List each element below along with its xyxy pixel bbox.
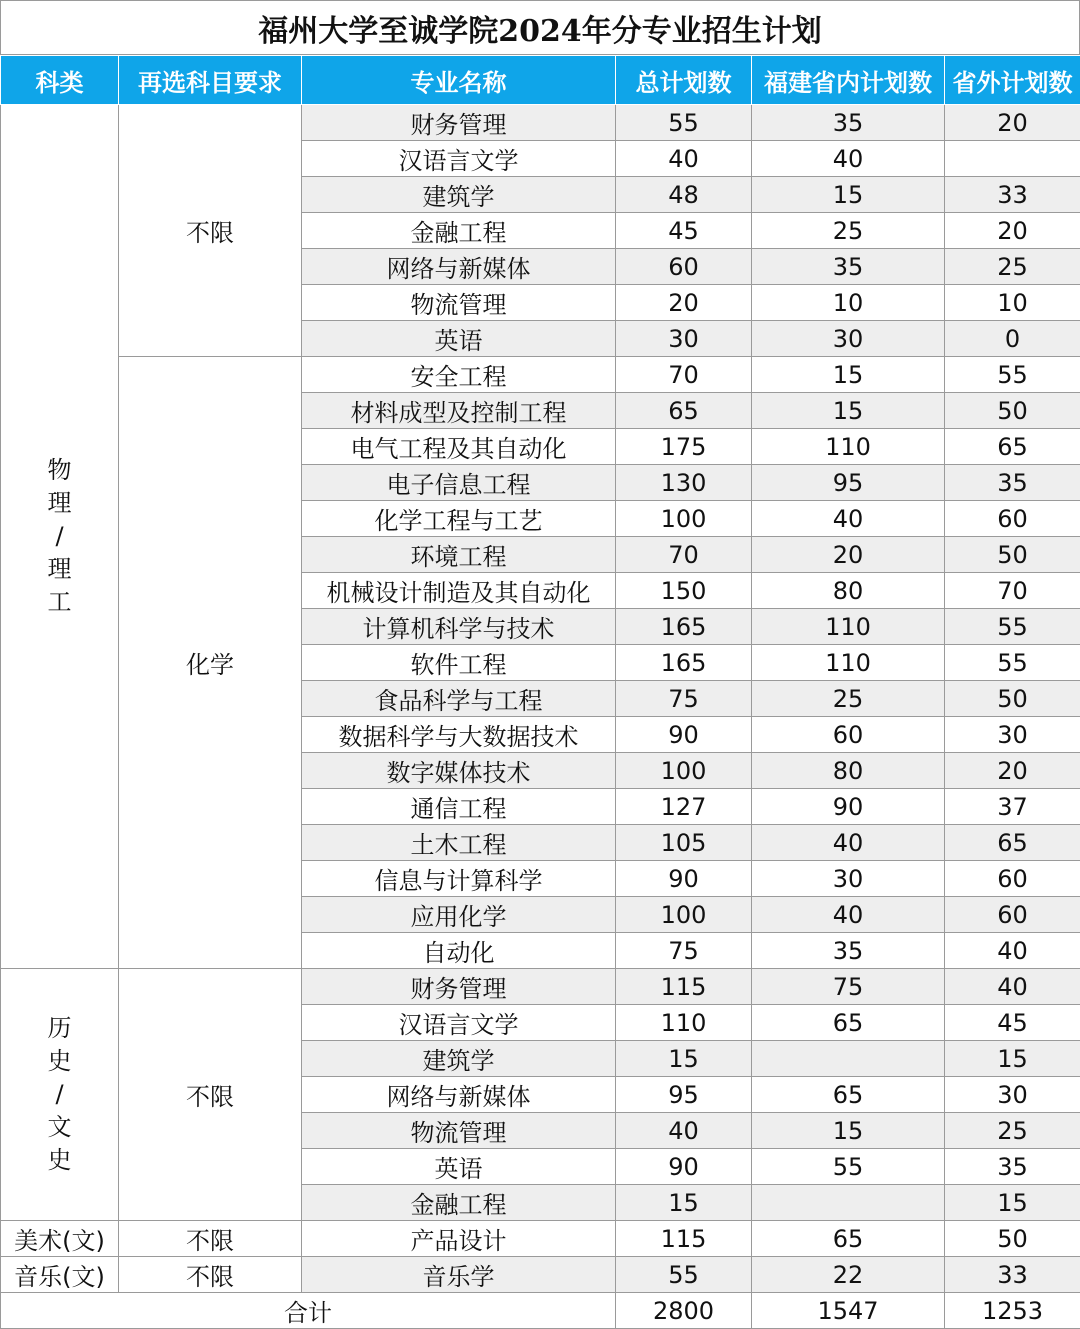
major-name-cell: 机械设计制造及其自动化: [302, 573, 616, 609]
major-name-cell: 汉语言文学: [302, 1005, 616, 1041]
out-province-plan-cell: 70: [945, 573, 1080, 609]
in-province-plan-cell: 20: [752, 537, 945, 573]
header-major-name: 专业名称: [302, 56, 616, 105]
total-plan-cell: 60: [616, 249, 752, 285]
major-name-cell: 数据科学与大数据技术: [302, 717, 616, 753]
in-province-plan-cell: 15: [752, 357, 945, 393]
page-title: 福州大学至诚学院2024年分专业招生计划: [0, 0, 1080, 55]
in-province-plan-cell: 60: [752, 717, 945, 753]
total-plan-cell: 130: [616, 465, 752, 501]
out-province-plan-cell: 60: [945, 501, 1080, 537]
category-char: 文: [1, 1111, 118, 1144]
major-name-cell: 软件工程: [302, 645, 616, 681]
major-name-cell: 建筑学: [302, 1041, 616, 1077]
category-char: 工: [1, 586, 118, 619]
header-category: 科类: [1, 56, 119, 105]
major-name-cell: 电子信息工程: [302, 465, 616, 501]
total-row: [1, 1293, 1080, 1329]
in-province-plan-cell: 35: [752, 105, 945, 141]
major-name-cell: 安全工程: [302, 357, 616, 393]
out-province-plan-cell: 50: [945, 393, 1080, 429]
category-char: 历: [1, 1012, 118, 1045]
out-province-plan-cell: [945, 141, 1080, 177]
out-province-plan-cell: 55: [945, 645, 1080, 681]
category-char: 理: [1, 487, 118, 520]
enrollment-table: [0, 55, 1080, 1329]
out-province-plan-cell: 10: [945, 285, 1080, 321]
total-plan-cell: 30: [616, 321, 752, 357]
total-plan-cell: 75: [616, 933, 752, 969]
total-plan-cell: 110: [616, 1005, 752, 1041]
table-row: [1, 357, 1080, 393]
category-char: 物: [1, 454, 118, 487]
major-name-cell: 计算机科学与技术: [302, 609, 616, 645]
in-province-plan-cell: 15: [752, 1113, 945, 1149]
out-province-plan-cell: 50: [945, 681, 1080, 717]
in-province-plan-cell: 30: [752, 321, 945, 357]
out-province-plan-cell: 0: [945, 321, 1080, 357]
table-row: [1, 969, 1080, 1005]
major-name-cell: 音乐学: [302, 1257, 616, 1293]
category-char: /: [1, 1078, 118, 1111]
total-plan-sum: 2800: [616, 1293, 752, 1329]
out-province-plan-sum: 1253: [945, 1293, 1080, 1329]
total-plan-cell: 175: [616, 429, 752, 465]
major-name-cell: 材料成型及控制工程: [302, 393, 616, 429]
in-province-plan-cell: 95: [752, 465, 945, 501]
out-province-plan-cell: 33: [945, 1257, 1080, 1293]
total-plan-cell: 90: [616, 717, 752, 753]
major-name-cell: 自动化: [302, 933, 616, 969]
major-name-cell: 金融工程: [302, 1185, 616, 1221]
category-char: 史: [1, 1144, 118, 1177]
total-plan-cell: 48: [616, 177, 752, 213]
out-province-plan-cell: 15: [945, 1041, 1080, 1077]
in-province-plan-cell: 35: [752, 933, 945, 969]
major-name-cell: 信息与计算科学: [302, 861, 616, 897]
total-plan-cell: 100: [616, 897, 752, 933]
major-name-cell: 财务管理: [302, 105, 616, 141]
in-province-plan-cell: 110: [752, 645, 945, 681]
major-name-cell: 电气工程及其自动化: [302, 429, 616, 465]
major-name-cell: 环境工程: [302, 537, 616, 573]
in-province-plan-cell: 65: [752, 1221, 945, 1257]
in-province-plan-cell: 30: [752, 861, 945, 897]
category-cell: [1, 1257, 119, 1293]
in-province-plan-cell: 55: [752, 1149, 945, 1185]
in-province-plan-cell: [752, 1041, 945, 1077]
total-plan-cell: 90: [616, 1149, 752, 1185]
major-name-cell: 产品设计: [302, 1221, 616, 1257]
major-name-cell: 化学工程与工艺: [302, 501, 616, 537]
total-plan-cell: 100: [616, 753, 752, 789]
total-plan-cell: 127: [616, 789, 752, 825]
table-body: [1, 105, 1080, 1329]
major-name-cell: 食品科学与工程: [302, 681, 616, 717]
major-name-cell: 物流管理: [302, 285, 616, 321]
major-name-cell: 网络与新媒体: [302, 1077, 616, 1113]
out-province-plan-cell: 25: [945, 1113, 1080, 1149]
in-province-plan-cell: 22: [752, 1257, 945, 1293]
in-province-plan-cell: 25: [752, 213, 945, 249]
in-province-plan-cell: 25: [752, 681, 945, 717]
out-province-plan-cell: 15: [945, 1185, 1080, 1221]
in-province-plan-cell: 75: [752, 969, 945, 1005]
total-plan-cell: 165: [616, 609, 752, 645]
out-province-plan-cell: 40: [945, 969, 1080, 1005]
header-subject-requirement: 再选科目要求: [119, 56, 302, 105]
out-province-plan-cell: 30: [945, 1077, 1080, 1113]
out-province-plan-cell: 33: [945, 177, 1080, 213]
table-row: [1, 105, 1080, 141]
out-province-plan-cell: 45: [945, 1005, 1080, 1041]
category-char: 音乐(文): [1, 1257, 118, 1292]
major-name-cell: 英语: [302, 1149, 616, 1185]
category-cell: [1, 969, 119, 1221]
total-plan-cell: 40: [616, 1113, 752, 1149]
header-out-province-plan: 省外计划数: [945, 56, 1080, 105]
out-province-plan-cell: 37: [945, 789, 1080, 825]
major-name-cell: 通信工程: [302, 789, 616, 825]
in-province-plan-cell: 80: [752, 573, 945, 609]
table-row: [1, 1221, 1080, 1257]
major-name-cell: 金融工程: [302, 213, 616, 249]
out-province-plan-cell: 20: [945, 213, 1080, 249]
subject-requirement-cell: 不限: [119, 1257, 302, 1293]
out-province-plan-cell: 50: [945, 1221, 1080, 1257]
total-plan-cell: 150: [616, 573, 752, 609]
out-province-plan-cell: 50: [945, 537, 1080, 573]
in-province-plan-cell: 110: [752, 609, 945, 645]
out-province-plan-cell: 30: [945, 717, 1080, 753]
major-name-cell: 数字媒体技术: [302, 753, 616, 789]
out-province-plan-cell: 60: [945, 897, 1080, 933]
total-plan-cell: 115: [616, 969, 752, 1005]
total-plan-cell: 15: [616, 1185, 752, 1221]
major-name-cell: 网络与新媒体: [302, 249, 616, 285]
category-char: 美术(文): [1, 1221, 118, 1256]
total-plan-cell: 55: [616, 105, 752, 141]
out-province-plan-cell: 20: [945, 753, 1080, 789]
out-province-plan-cell: 25: [945, 249, 1080, 285]
total-plan-cell: 115: [616, 1221, 752, 1257]
out-province-plan-cell: 60: [945, 861, 1080, 897]
table-header-row: [1, 56, 1080, 105]
total-plan-cell: 20: [616, 285, 752, 321]
out-province-plan-cell: 65: [945, 825, 1080, 861]
total-plan-cell: 70: [616, 357, 752, 393]
total-plan-cell: 55: [616, 1257, 752, 1293]
category-char: 理: [1, 553, 118, 586]
in-province-plan-sum: 1547: [752, 1293, 945, 1329]
total-plan-cell: 165: [616, 645, 752, 681]
in-province-plan-cell: 80: [752, 753, 945, 789]
total-plan-cell: 95: [616, 1077, 752, 1113]
subject-requirement-cell: 不限: [119, 969, 302, 1221]
category-cell: [1, 1221, 119, 1257]
in-province-plan-cell: 10: [752, 285, 945, 321]
total-plan-cell: 90: [616, 861, 752, 897]
table-row: [1, 1257, 1080, 1293]
in-province-plan-cell: 40: [752, 141, 945, 177]
out-province-plan-cell: 65: [945, 429, 1080, 465]
out-province-plan-cell: 40: [945, 933, 1080, 969]
in-province-plan-cell: 40: [752, 825, 945, 861]
in-province-plan-cell: 65: [752, 1005, 945, 1041]
total-label: 合计: [1, 1293, 616, 1329]
in-province-plan-cell: 90: [752, 789, 945, 825]
out-province-plan-cell: 35: [945, 1149, 1080, 1185]
header-in-province-plan: 福建省内计划数: [752, 56, 945, 105]
in-province-plan-cell: 40: [752, 501, 945, 537]
subject-requirement-cell: 化学: [119, 357, 302, 969]
total-plan-cell: 105: [616, 825, 752, 861]
major-name-cell: 应用化学: [302, 897, 616, 933]
major-name-cell: 物流管理: [302, 1113, 616, 1149]
header-total-plan: 总计划数: [616, 56, 752, 105]
in-province-plan-cell: 15: [752, 177, 945, 213]
total-plan-cell: 75: [616, 681, 752, 717]
total-plan-cell: 40: [616, 141, 752, 177]
in-province-plan-cell: 65: [752, 1077, 945, 1113]
out-province-plan-cell: 55: [945, 357, 1080, 393]
out-province-plan-cell: 55: [945, 609, 1080, 645]
total-plan-cell: 100: [616, 501, 752, 537]
in-province-plan-cell: 35: [752, 249, 945, 285]
total-plan-cell: 65: [616, 393, 752, 429]
category-cell: [1, 105, 119, 969]
in-province-plan-cell: 15: [752, 393, 945, 429]
subject-requirement-cell: 不限: [119, 1221, 302, 1257]
in-province-plan-cell: 40: [752, 897, 945, 933]
category-char: /: [1, 520, 118, 553]
out-province-plan-cell: 35: [945, 465, 1080, 501]
total-plan-cell: 45: [616, 213, 752, 249]
major-name-cell: 英语: [302, 321, 616, 357]
category-char: 史: [1, 1045, 118, 1078]
major-name-cell: 土木工程: [302, 825, 616, 861]
total-plan-cell: 15: [616, 1041, 752, 1077]
total-plan-cell: 70: [616, 537, 752, 573]
major-name-cell: 建筑学: [302, 177, 616, 213]
in-province-plan-cell: 110: [752, 429, 945, 465]
out-province-plan-cell: 20: [945, 105, 1080, 141]
major-name-cell: 汉语言文学: [302, 141, 616, 177]
major-name-cell: 财务管理: [302, 969, 616, 1005]
in-province-plan-cell: [752, 1185, 945, 1221]
subject-requirement-cell: 不限: [119, 105, 302, 357]
